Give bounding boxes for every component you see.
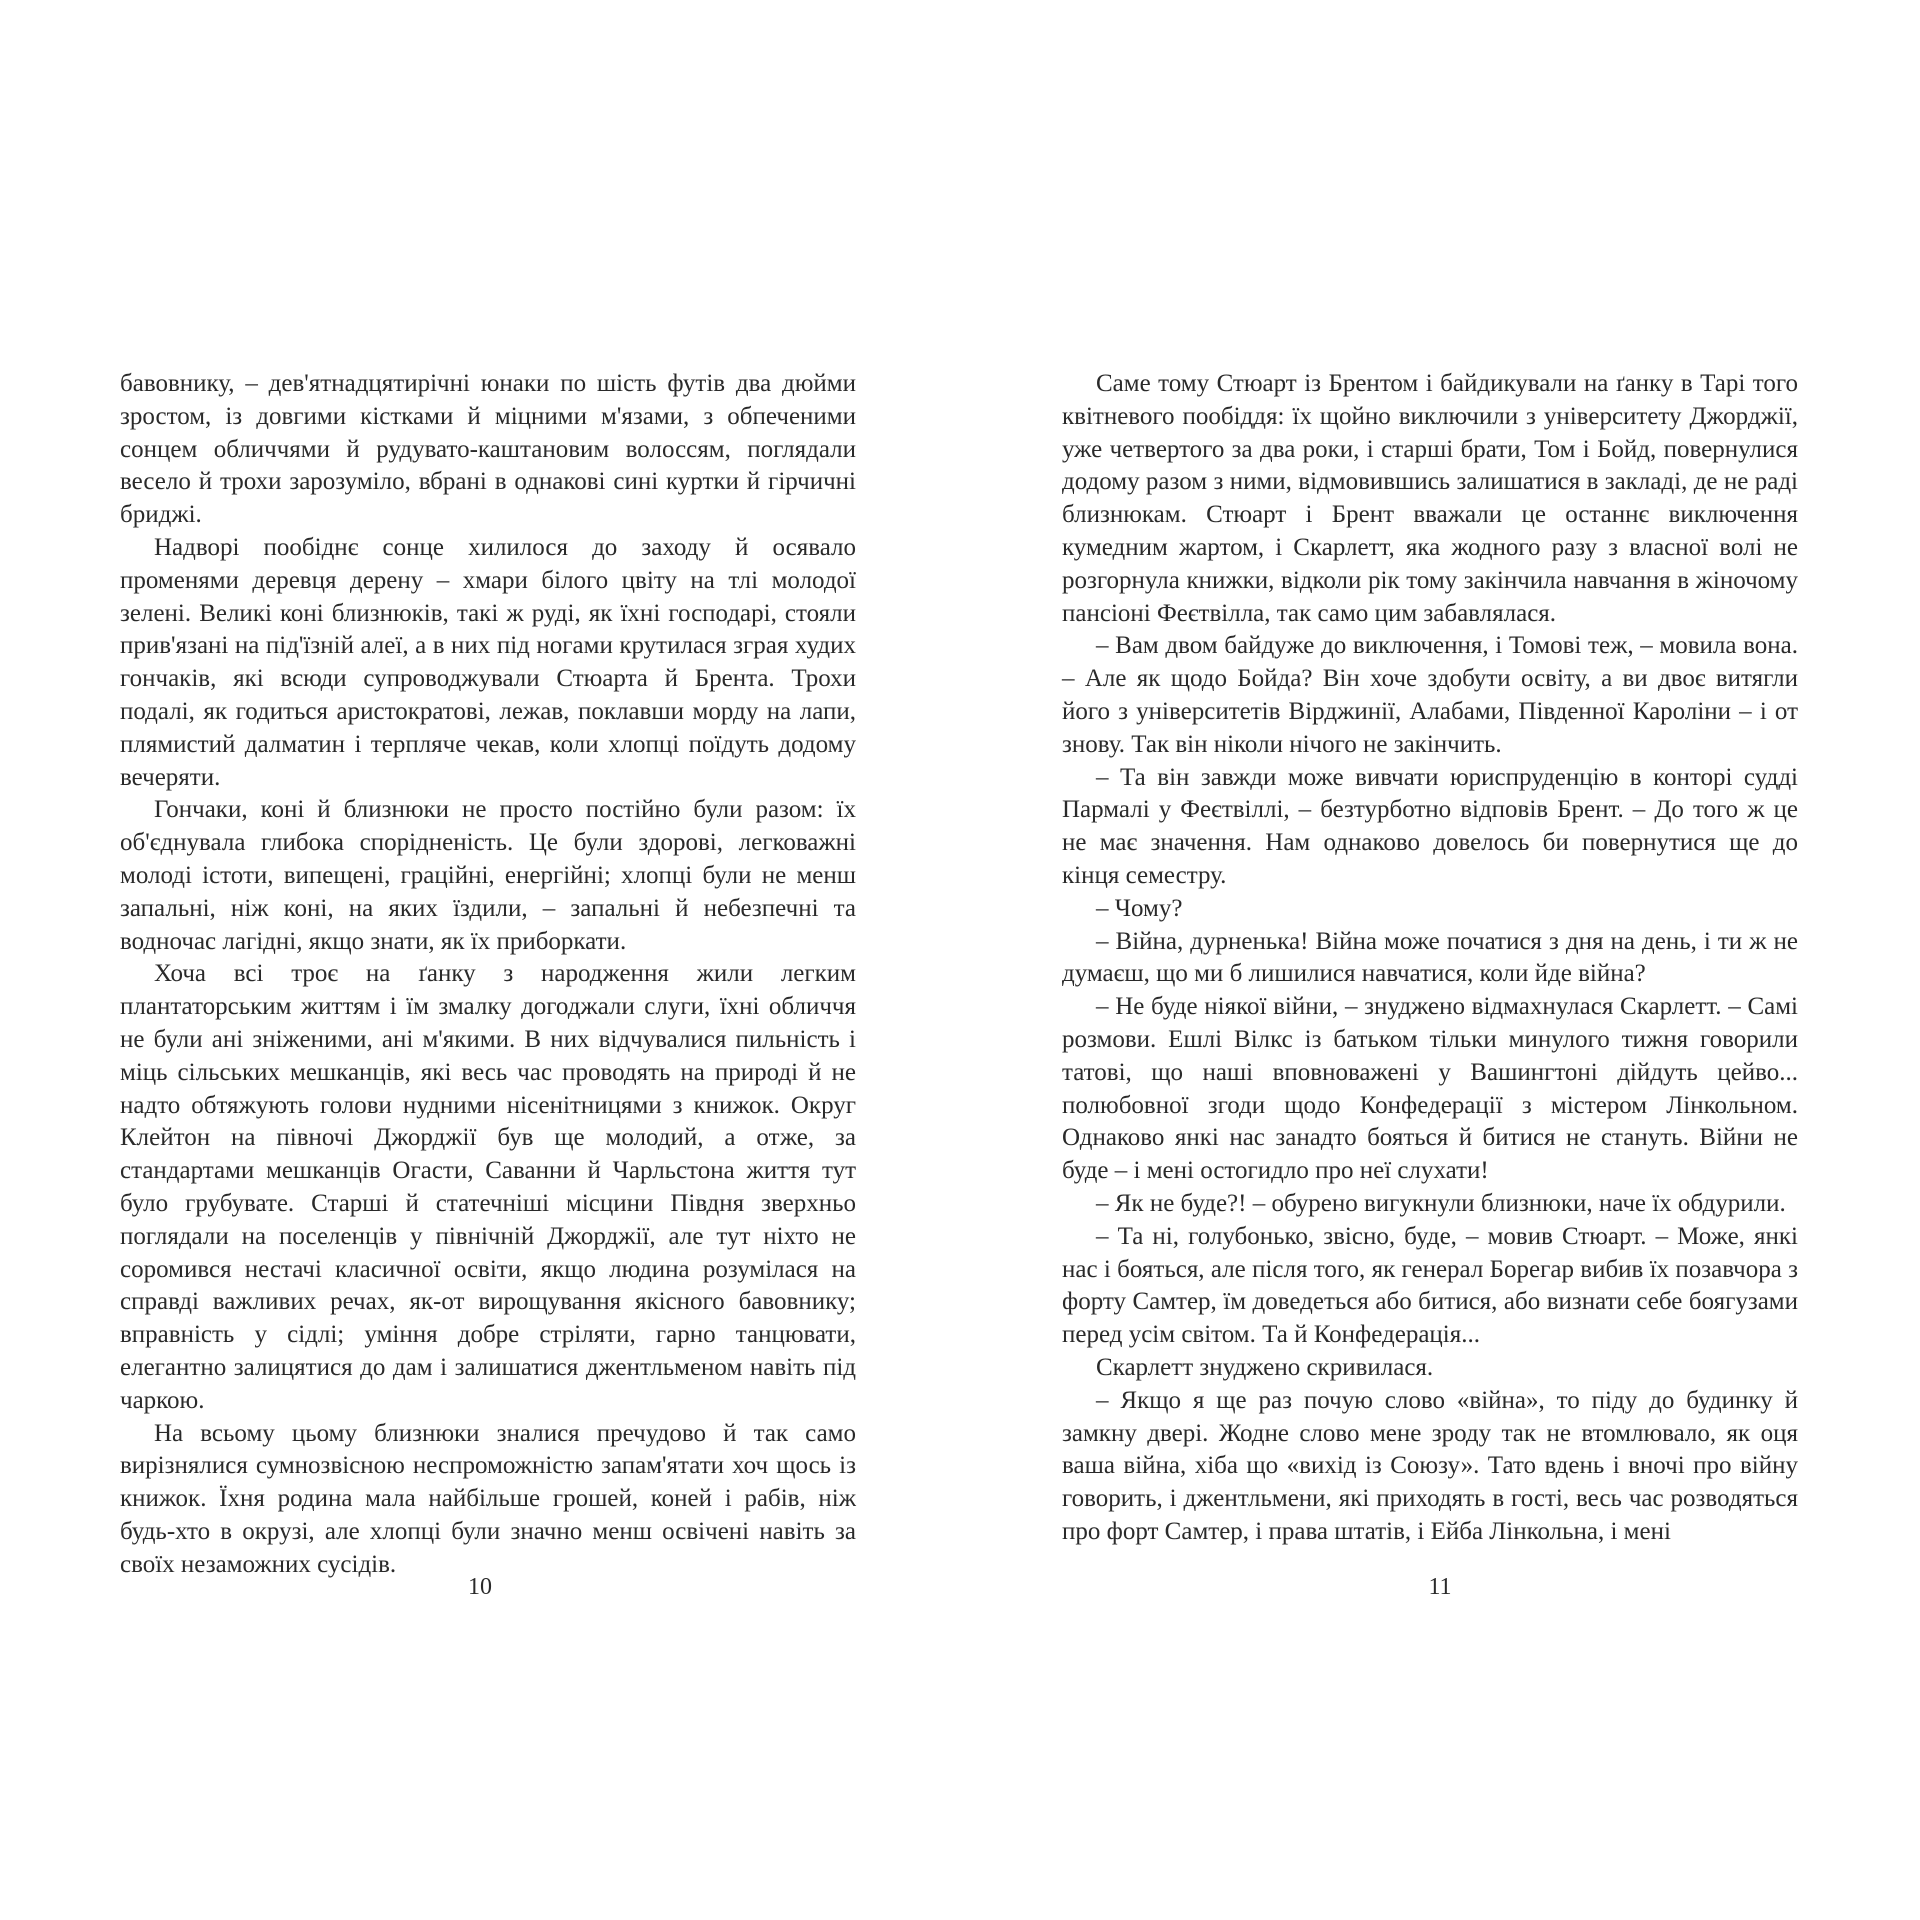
dialogue-paragraph: – Чому? [1096,894,1183,922]
page-number-right: 11 [1428,1574,1452,1600]
right-page-body [1062,368,1798,1549]
dialogue-paragraph: – Як не буде?! – обурено вигукнули близнюки, наче їх обдурили. [1096,1189,1786,1217]
paragraph: бавовнику, – дев'ятнадцятирічні юнаки по шість футів два дюйми зростом, із довгими кістками й міцними м'язами, з обпеченими сонцем обличчями й рудувато-каштановим волоссям, поглядали весело й трохи зарозуміло, вбрані в однакові сині куртки й гірчичні бриджі. [120,370,856,529]
paragraph: На всьому цьому близнюки зналися пречудово й так само вирізнялися сумнозвісною неспроможністю запам'ятати хоч щось із книжок. Їхня родина мала найбільше грошей, коней і рабів, ніж будь-хто в окрузі, але хлопці були значно менш освічені навіть за своїх незаможних сусідів. [120,1419,856,1578]
dialogue-paragraph: – Вам двом байдуже до виключення, і Томові теж, – мовила вона. – Але як щодо Бойда? Він хоче здобути освіту, а ви двоє витягли його з університетів Вірджинії, Алабами, Південної Кароліни – і от знову. Так він ніколи нічого не закінчить. [1062,632,1798,758]
left-page-body [120,368,856,1581]
dialogue-paragraph: – Та ні, голубонько, звісно, буде, – мовив Стюарт. – Може, янкі нас і бояться, але після того, як генерал Борегар вибив їх позавчора з форту Самтер, їм доведеться або битися, або визнати себе боягузами перед усім світом. Та й Конфедерація... [1062,1222,1798,1349]
paragraph: Хоча всі троє на ґанку з народження жили легким плантаторським життям і їм змалку догоджали слуги, їхні обличчя не були ані зніженими, ані м'якими. В них відчувалися пильність і міць сільських мешканців, які весь час проводять на природі й не надто обтяжують голови нудними нісенітницями з книжок. Округ Клейтон на півночі Джорджії був ще молодий, а отже, за стандартами мешканців Огасти, Саванни й Чарльстона життя тут було грубувате. Старші й статечніші місцини Півдня зверхньо поглядали на поселенців у північній Джорджії, але тут ніхто не соромився нестачі класичної освіти, якщо людина розумілася на справді важливих речах, як-от вирощування якісного бавовнику; вправність у сідлі; уміння добре стріляти, гарно танцювати, елегантно залицятися до дам і залишатися джентльменом навіть під чаркою. [120,960,856,1414]
paragraph: Саме тому Стюарт із Брентом і байдикували на ґанку в Тарі того квітневого пообіддя: їх щойно виключили з університету Джорджії, уже четвертого за два роки, і старші брати, Том і Бойд, повернулися додому разом з ними, відмовившись залишатися в закладі, де не раді близнюкам. Стюарт і Брент вважали це останнє виключення кумедним жартом, і Скарлетт, яка жодного разу з власної волі не розгорнула книжки, відколи рік тому закінчила навчання в жіночому пансіоні Феєтвілла, так само цим забавлялася. [1062,370,1798,627]
paragraph: Надворі пообіднє сонце хилилося до заходу й осявало променями деревця дерену – хмари білого цвіту на тлі молодої зелені. Великі коні близнюків, такі ж руді, як їхні господарі, стояли прив'язані на під'їзній алеї, а в них під ногами крутилася зграя худих гончаків, які всюди супроводжували Стюарта й Брента. Трохи подалі, як годиться аристократові, лежав, поклавши морду на лапи, плямистий далматин і терпляче чекав, коли хлопці поїдуть додому вечеряти. [120,533,856,791]
left-page [120,368,856,1581]
paragraph: Гончаки, коні й близнюки не просто постійно були разом: їх об'єднувала глибока спорідненість. Це були здорові, легковажні молоді істоти, випещені, граційні, енергійні; хлопці були не менш запальні, ніж коні, на яких їздили, – запальні й небезпечні та водночас лагідні, якщо знати, як їх приборкати. [120,796,856,955]
right-page [1062,368,1798,1549]
dialogue-paragraph: – Війна, дурненька! Війна може початися з дня на день, і ти ж не думаєш, що ми б лишилися навчатися, коли йде війна? [1062,927,1798,988]
paragraph: Скарлетт знуджено скривилася. [1096,1353,1434,1381]
dialogue-paragraph: – Не буде ніякої війни, – знуджено відмахнулася Скарлетт. – Самі розмови. Ешлі Вілкс із батьком тільки минулого тижня говорили татові, що наші вповноважені у Вашингтоні дійдуть цейво... полюбовної згоди щодо Конфедерації з містером Лінкольном. Однаково янкі нас занадто бояться й битися не стануть. Війни не буде – і мені остогидло про неї слухати! [1062,993,1798,1185]
dialogue-paragraph: – Та він завжди може вивчати юриспруденцію в конторі судді Пармалі у Феєтвіллі, – безтурботно відповів Брент. – До того ж це не має значення. Нам однаково довелось би повернутися ще до кінця семестру. [1062,763,1798,889]
page-number-left: 10 [468,1574,492,1600]
dialogue-paragraph: – Якщо я ще раз почую слово «війна», то піду до будинку й замкну двері. Жодне слово мене зроду так не втомлювало, як оця ваша війна, хіба що «вихід із Союзу». Тато вдень і вночі про війну говорить, і джентльмени, які приходять в гості, весь час розводяться про форт Самтер, і права штатів, і Ейба Лінкольна, і мені [1062,1386,1798,1545]
